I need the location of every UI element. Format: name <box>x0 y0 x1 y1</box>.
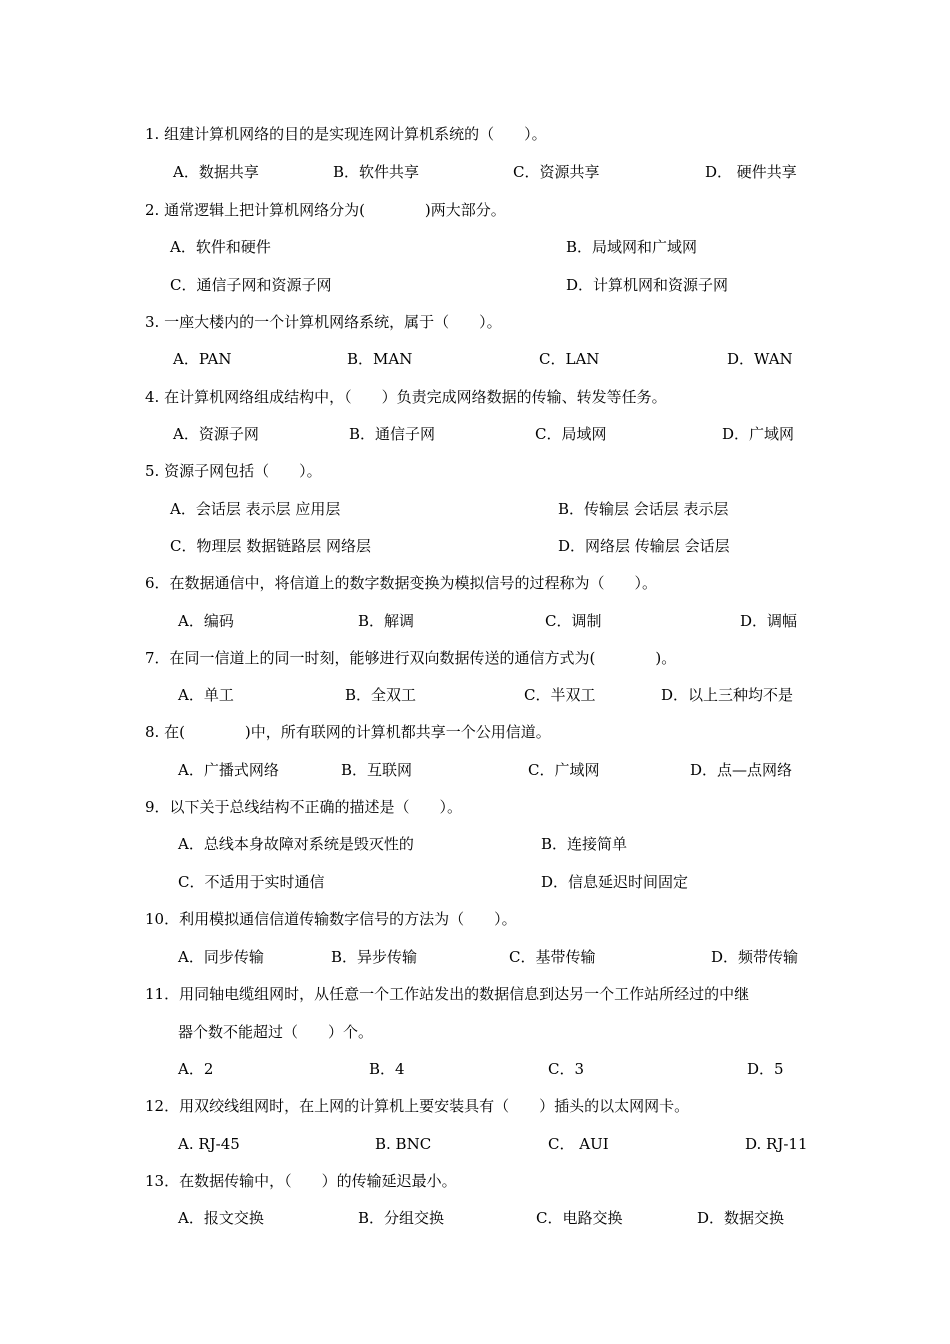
answer-option: C．广域网 <box>528 761 600 779</box>
answer-option: C．物理层 数据链路层 网络层 <box>170 537 372 555</box>
option-row <box>0 235 950 259</box>
question-stem-text: 器个数不能超过（ ）个。 <box>178 1023 374 1041</box>
question-stem-text: 10．利用模拟通信信道传输数字信号的方法为（ ）。 <box>145 910 517 928</box>
answer-option: B．解调 <box>358 612 415 630</box>
question-stem-text: 7．在同一信道上的同一时刻，能够进行双向数据传送的通信方式为( )。 <box>145 649 677 667</box>
answer-option: D． 硬件共享 <box>705 163 797 181</box>
answer-option: A．单工 <box>178 686 234 704</box>
option-row <box>0 1206 950 1230</box>
answer-option: A．2 <box>178 1060 214 1078</box>
answer-option: C．LAN <box>539 350 600 368</box>
question-stem-text: 4. 在计算机网络组成结构中，（ ）负责完成网络数据的传输、转发等任务。 <box>145 388 667 406</box>
answer-option: D. RJ-11 <box>745 1135 808 1153</box>
answer-option: A．数据共享 <box>173 163 259 181</box>
option-row <box>0 497 950 521</box>
answer-option: C．电路交换 <box>536 1209 623 1227</box>
question-stem-text: 9．以下关于总线结构不正确的描述是（ ）。 <box>145 798 463 816</box>
answer-option: B．传输层 会话层 表示层 <box>558 500 729 518</box>
question-stem-text: 13．在数据传输中，（ ）的传输延迟最小。 <box>145 1172 457 1190</box>
question-stem <box>0 795 950 819</box>
answer-option: C．资源共享 <box>513 163 600 181</box>
option-row <box>0 1132 950 1156</box>
answer-option: D．WAN <box>727 350 793 368</box>
answer-option: B．MAN <box>347 350 413 368</box>
answer-option: C．不适用于实时通信 <box>178 873 325 891</box>
answer-option: C．局域网 <box>535 425 607 443</box>
answer-option: D．数据交换 <box>697 1209 785 1227</box>
question-stem-text: 6．在数据通信中，将信道上的数字数据变换为模拟信号的过程称为（ ）。 <box>145 574 658 592</box>
option-row <box>0 347 950 371</box>
answer-option: B．连接简单 <box>541 835 628 853</box>
answer-option: C．半双工 <box>524 686 596 704</box>
answer-option: A．PAN <box>173 350 232 368</box>
answer-option: B．4 <box>369 1060 405 1078</box>
question-stem <box>0 571 950 595</box>
option-row <box>0 683 950 707</box>
question-stem <box>0 459 950 483</box>
question-stem <box>0 982 950 1006</box>
option-row <box>0 534 950 558</box>
question-stem <box>0 122 950 146</box>
question-stem <box>0 1169 950 1193</box>
option-row <box>0 758 950 782</box>
question-stem-text: 12．用双绞线组网时，在上网的计算机上要安装具有（ ）插头的以太网网卡。 <box>145 1097 690 1115</box>
question-stem <box>0 1020 950 1044</box>
answer-option: A．会话层 表示层 应用层 <box>170 500 341 518</box>
answer-option: B．全双工 <box>345 686 417 704</box>
question-stem-text: 1. 组建计算机网络的目的是实现连网计算机系统的（ ）。 <box>145 125 547 143</box>
answer-option: A．软件和硬件 <box>170 238 271 256</box>
answer-option: C．3 <box>548 1060 585 1078</box>
option-row <box>0 1057 950 1081</box>
option-row <box>0 832 950 856</box>
answer-option: C．通信子网和资源子网 <box>170 276 332 294</box>
answer-option: B．分组交换 <box>358 1209 445 1227</box>
question-stem <box>0 907 950 931</box>
answer-option: B．互联网 <box>341 761 413 779</box>
question-stem <box>0 385 950 409</box>
option-row <box>0 160 950 184</box>
answer-option: D．计算机网和资源子网 <box>566 276 729 294</box>
question-stem <box>0 310 950 334</box>
option-row <box>0 945 950 969</box>
answer-option: C．基带传输 <box>509 948 596 966</box>
option-row <box>0 273 950 297</box>
question-stem-text: 2. 通常逻辑上把计算机网络分为( )两大部分。 <box>145 201 506 219</box>
answer-option: D．信息延迟时间固定 <box>541 873 689 891</box>
question-stem <box>0 1094 950 1118</box>
question-stem-text: 5. 资源子网包括（ ）。 <box>145 462 322 480</box>
option-row <box>0 870 950 894</box>
option-row <box>0 609 950 633</box>
answer-option: A. RJ-45 <box>178 1135 240 1153</box>
answer-option: D．频带传输 <box>711 948 799 966</box>
answer-option: A．广播式网络 <box>178 761 279 779</box>
answer-option: C． AUI <box>548 1135 609 1153</box>
answer-option: B．软件共享 <box>333 163 420 181</box>
answer-option: D．调幅 <box>740 612 798 630</box>
answer-option: D．5 <box>747 1060 784 1078</box>
answer-option: D．点—点网络 <box>690 761 793 779</box>
answer-option: D．广域网 <box>722 425 795 443</box>
option-row <box>0 422 950 446</box>
answer-option: A．报文交换 <box>178 1209 264 1227</box>
question-stem <box>0 720 950 744</box>
answer-option: A．编码 <box>178 612 234 630</box>
answer-option: B．局域网和广域网 <box>566 238 698 256</box>
answer-option: B. BNC <box>375 1135 432 1153</box>
answer-option: C．调制 <box>545 612 602 630</box>
answer-option: A．资源子网 <box>173 425 259 443</box>
question-stem-text: 8. 在( )中，所有联网的计算机都共享一个公用信道。 <box>145 723 551 741</box>
question-stem-text: 11．用同轴电缆组网时，从任意一个工作站发出的数据信息到达另一个工作站所经过的中继 <box>145 985 750 1003</box>
question-stem-text: 3. 一座大楼内的一个计算机网络系统，属于（ ）。 <box>145 313 502 331</box>
question-stem <box>0 198 950 222</box>
answer-option: D．网络层 传输层 会话层 <box>558 537 730 555</box>
answer-option: A．同步传输 <box>178 948 264 966</box>
answer-option: D．以上三种均不是 <box>661 686 794 704</box>
answer-option: B．通信子网 <box>349 425 436 443</box>
question-stem <box>0 646 950 670</box>
answer-option: B．异步传输 <box>331 948 418 966</box>
answer-option: A．总线本身故障对系统是毁灭性的 <box>178 835 414 853</box>
